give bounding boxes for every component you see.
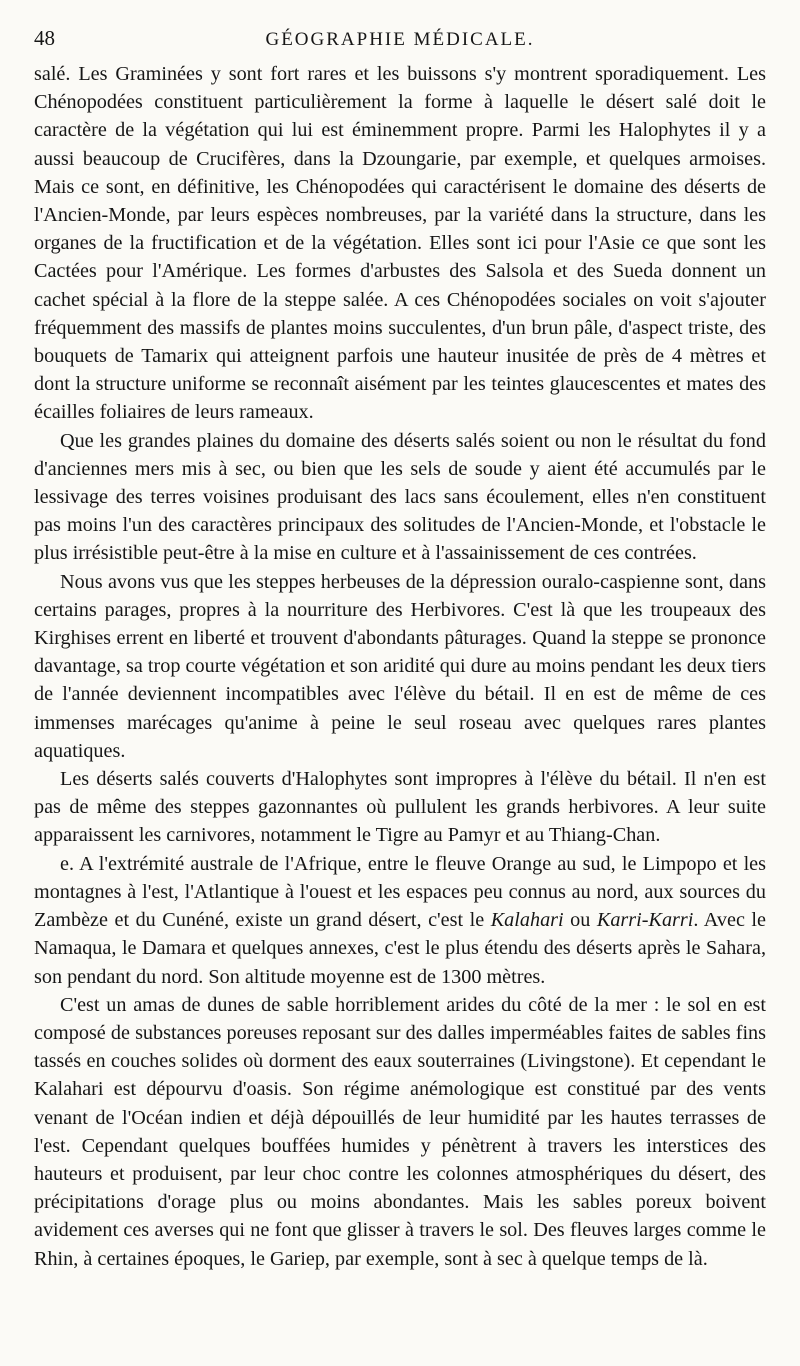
paragraph-5-text-a: e. A l'extrémité australe de l'Afrique, entre le fleuve Orange au sud, le Limpopo et les montagnes à l'est, l'Atlantique à l'ouest et les espaces peu connus au nord, aux sources du Zambèze et du Cunéné, existe un grand désert, c'est le	[34, 852, 766, 932]
paragraph-4: Les déserts salés couverts d'Halophytes sont impropres à l'élève du bétail. Il n'en est pas de même des steppes gazonnantes où pullulent les grands herbivores. A leur suite apparaissent les carnivores, notamment le Tigre au Pamyr et au Thiang-Chan.	[34, 768, 766, 847]
page-header	[34, 26, 766, 60]
paragraph-5-text-c: . Avec le Namaqua, le Damara et quelques annexes, c'est le plus étendu des déserts après le Sahara, son pendant du nord. Son altitude moyenne est de 1300 mètres.	[34, 909, 766, 988]
paragraph-6: C'est un amas de dunes de sable horriblement arides du côté de la mer : le sol en est composé de substances poreuses reposant sur des dalles imperméables faites de sables fins tassés en couches solides où dorment des eaux souterraines (Livingstone). Et cependant le Kalahari est dépourvu d'oasis. Son régime anémologique est constitué par des vents venant de l'Océan indien et déjà dépouillés de leur humidité par les hautes terrasses de l'est. Cependant quelques bouffées humides y pénètrent à travers les interstices des hauteurs et produisent, par leur choc contre les colonnes atmosphériques du désert, des précipitations d'orage plus ou moins abondantes. Mais les sables poreux boivent avidement ces averses qui ne font que glisser à travers le sol. Des fleuves larges comme le Rhin, à certaines époques, le Gariep, par exemple, sont à sec à quelque temps de là.	[34, 993, 766, 1270]
paragraph-1: salé. Les Graminées y sont fort rares et les buissons s'y montrent sporadiquement. Les Chénopodées constituent particulièrement la forme à laquelle le désert salé doit le caractère de la végétation qui lui est éminemment propre. Parmi les Halophytes il y a aussi beaucoup de Crucifères, dans la Dzoungarie, par exemple, et quelques armoises. Mais ce sont, en définitive, les Chénopodées qui caractérisent le domaine des déserts de l'Ancien-Monde, par leurs espèces nombreuses, par la variété dans la structure, dans les organes de la fructification et de la végétation. Elles sont ici pour l'Asie ce que sont les Cactées pour l'Amérique. Les formes d'arbustes des Salsola et des Sueda donnent un cachet spécial à la flore de la steppe salée. A ces Chénopodées sociales on voit s'ajouter fréquemment des massifs de plantes moins succulentes, d'un brun pâle, d'aspect triste, des bouquets de Tamarix qui atteignent parfois une hauteur inusitée de près de 4 mètres et dont la structure uniforme se reconnaît aisément par les teintes glaucescentes et mates des écailles foliaires de leurs rameaux.	[34, 63, 766, 424]
running-title: GÉOGRAPHIE MÉDICALE.	[265, 29, 535, 50]
paragraph-5	[34, 850, 766, 991]
paragraph-2: Que les grandes plaines du domaine des déserts salés soient ou non le résultat du fond d'anciennes mers mis à sec, ou bien que les sels de soude y aient été accumulés par le lessivage des terres voisines produisant des lacs sans écoulement, elles n'en constituent pas moins l'un des caractères principaux des solitudes de l'Ancien-Monde, et l'obstacle le plus irrésistible peut-être à la mise en culture et à l'assainissement de ces contrées.	[34, 429, 766, 565]
paragraph-3: Nous avons vus que les steppes herbeuses de la dépression ouralo-caspienne sont, dans certains parages, propres à la nourriture des Herbivores. C'est là que les troupeaux des Kirghises errent en liberté et trouvent d'abondants pâturages. Quand la steppe se prononce davantage, sa trop courte végétation et son aridité qui dure au moins pendant les deux tiers de l'année deviennent incompatibles avec l'élève du bétail. Il en est de même de ces immenses marécages qu'anime à peine le seul roseau avec quelques rares plantes aquatiques.	[34, 570, 766, 762]
kalahari-term: Kalahari	[490, 909, 564, 932]
page-number: 48	[34, 26, 55, 50]
body-text	[34, 60, 766, 1273]
karri-karri-term: Karri-Karri	[596, 909, 694, 932]
paragraph-5-text-b: ou	[563, 909, 597, 932]
